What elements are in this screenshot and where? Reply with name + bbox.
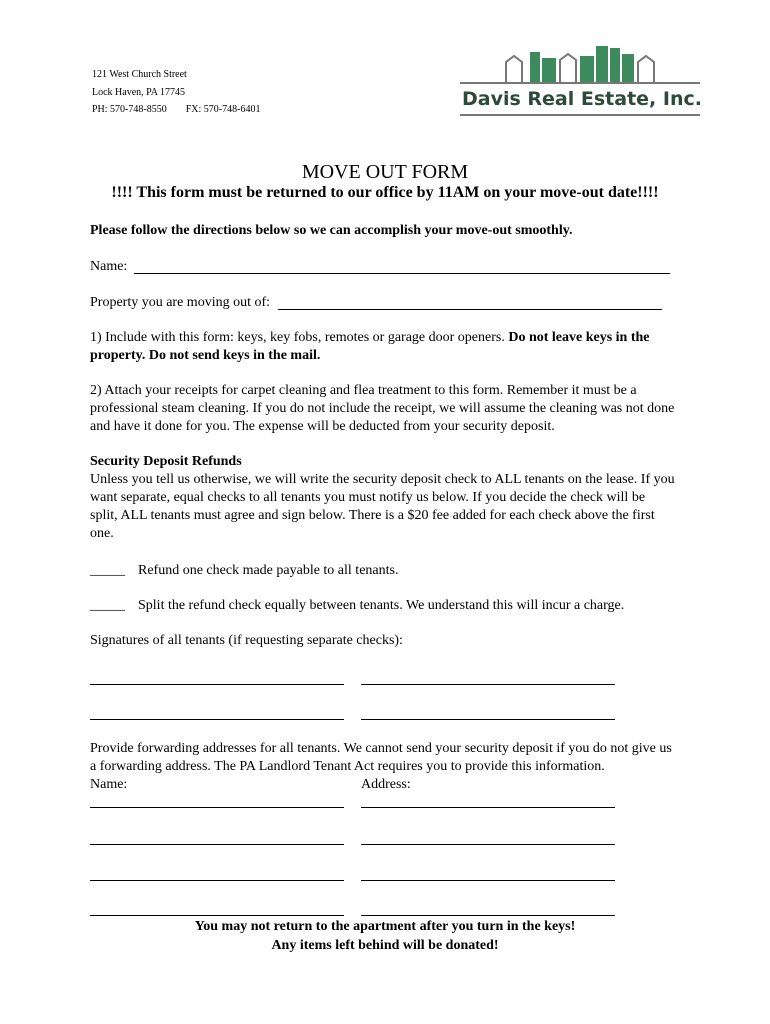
option-one-check[interactable] bbox=[90, 562, 398, 580]
signatures-label: Signatures of all tenants (if requesting separate checks): bbox=[90, 633, 403, 648]
forwarding-name-field[interactable] bbox=[90, 864, 344, 881]
item-1-text: 1) Include with this form: keys, key fobs, remotes or garage door openers. bbox=[90, 330, 505, 345]
houses-logo-icon bbox=[460, 44, 700, 88]
option-one-label: Refund one check made payable to all tenants. bbox=[138, 563, 399, 578]
footer-donation-notice: Any items left behind will be donated! bbox=[271, 938, 499, 953]
option-split-blank[interactable]: _____ bbox=[90, 598, 125, 613]
deadline-warning: !!!! This form must be returned to our office by 11AM on your move-out date!!!! bbox=[111, 184, 659, 201]
directions-text: Please follow the directions below so we can accomplish your move-out smoothly. bbox=[90, 223, 573, 238]
signature-line[interactable] bbox=[90, 703, 344, 720]
property-field[interactable] bbox=[278, 293, 662, 310]
name-label: Name: bbox=[90, 259, 128, 274]
refunds-text: Unless you tell us otherwise, we will write the security deposit check to ALL tenants on the lease. If you want separate, equal checks to all tenants you must notify us below. If you decide the check will be split, ALL tenants must agree and sign below. There is a $20 fee added for each check above the first one. bbox=[90, 472, 675, 541]
item-2-text: 2) Attach your receipts for carpet cleaning and flea treatment to this form. Remember it must be a professional steam cleaning. If you do not include the receipt, we will assume the cleaning was not done and have it done for you. The expense will be deducted from your security deposit. bbox=[90, 383, 675, 434]
option-split-label: Split the refund check equally between tenants. We understand this will incur a charge. bbox=[138, 598, 625, 613]
refunds-heading: Security Deposit Refunds bbox=[90, 454, 242, 469]
page-title: MOVE OUT FORM bbox=[301, 161, 469, 183]
forwarding-name-field[interactable] bbox=[90, 899, 344, 916]
signature-line[interactable] bbox=[361, 703, 615, 720]
item-1 bbox=[90, 329, 675, 365]
forwarding-name-field[interactable] bbox=[90, 828, 344, 845]
office-fax: FX: 570-748-6401 bbox=[185, 104, 261, 115]
forwarding-address-field[interactable] bbox=[361, 864, 615, 881]
signature-line[interactable] bbox=[90, 668, 344, 685]
office-street: 121 West Church Street bbox=[92, 69, 187, 80]
forwarding-name-field[interactable] bbox=[90, 791, 344, 808]
forwarding-address-field[interactable] bbox=[361, 791, 615, 808]
forwarding-address-label: Address: bbox=[361, 777, 411, 792]
property-label: Property you are moving out of: bbox=[90, 295, 271, 310]
logo-underline bbox=[460, 114, 700, 116]
option-split-check[interactable] bbox=[90, 597, 624, 615]
company-logo bbox=[460, 44, 700, 120]
forwarding-address-field[interactable] bbox=[361, 828, 615, 845]
forwarding-name-label: Name: bbox=[90, 777, 128, 792]
forwarding-text: Provide forwarding addresses for all tenants. We cannot send your security deposit if you do not give us a forwarding address. The PA Landlord Tenant Act requires you to provide this information. bbox=[90, 741, 672, 774]
item-1-bold-text: Do not leave keys in the property. Do not send keys in the mail. bbox=[90, 330, 650, 363]
office-phone: PH: 570-748-8550 bbox=[92, 104, 167, 115]
option-one-blank[interactable]: _____ bbox=[90, 563, 125, 578]
signature-line[interactable] bbox=[361, 668, 615, 685]
office-phone-fax bbox=[92, 104, 260, 116]
forwarding-address-field[interactable] bbox=[361, 899, 615, 916]
company-name: Davis Real Estate, Inc. bbox=[462, 88, 702, 110]
footer-keys-notice: You may not return to the apartment after you turn in the keys! bbox=[194, 919, 576, 934]
office-city: Lock Haven, PA 17745 bbox=[92, 87, 185, 98]
name-field[interactable] bbox=[134, 257, 670, 274]
